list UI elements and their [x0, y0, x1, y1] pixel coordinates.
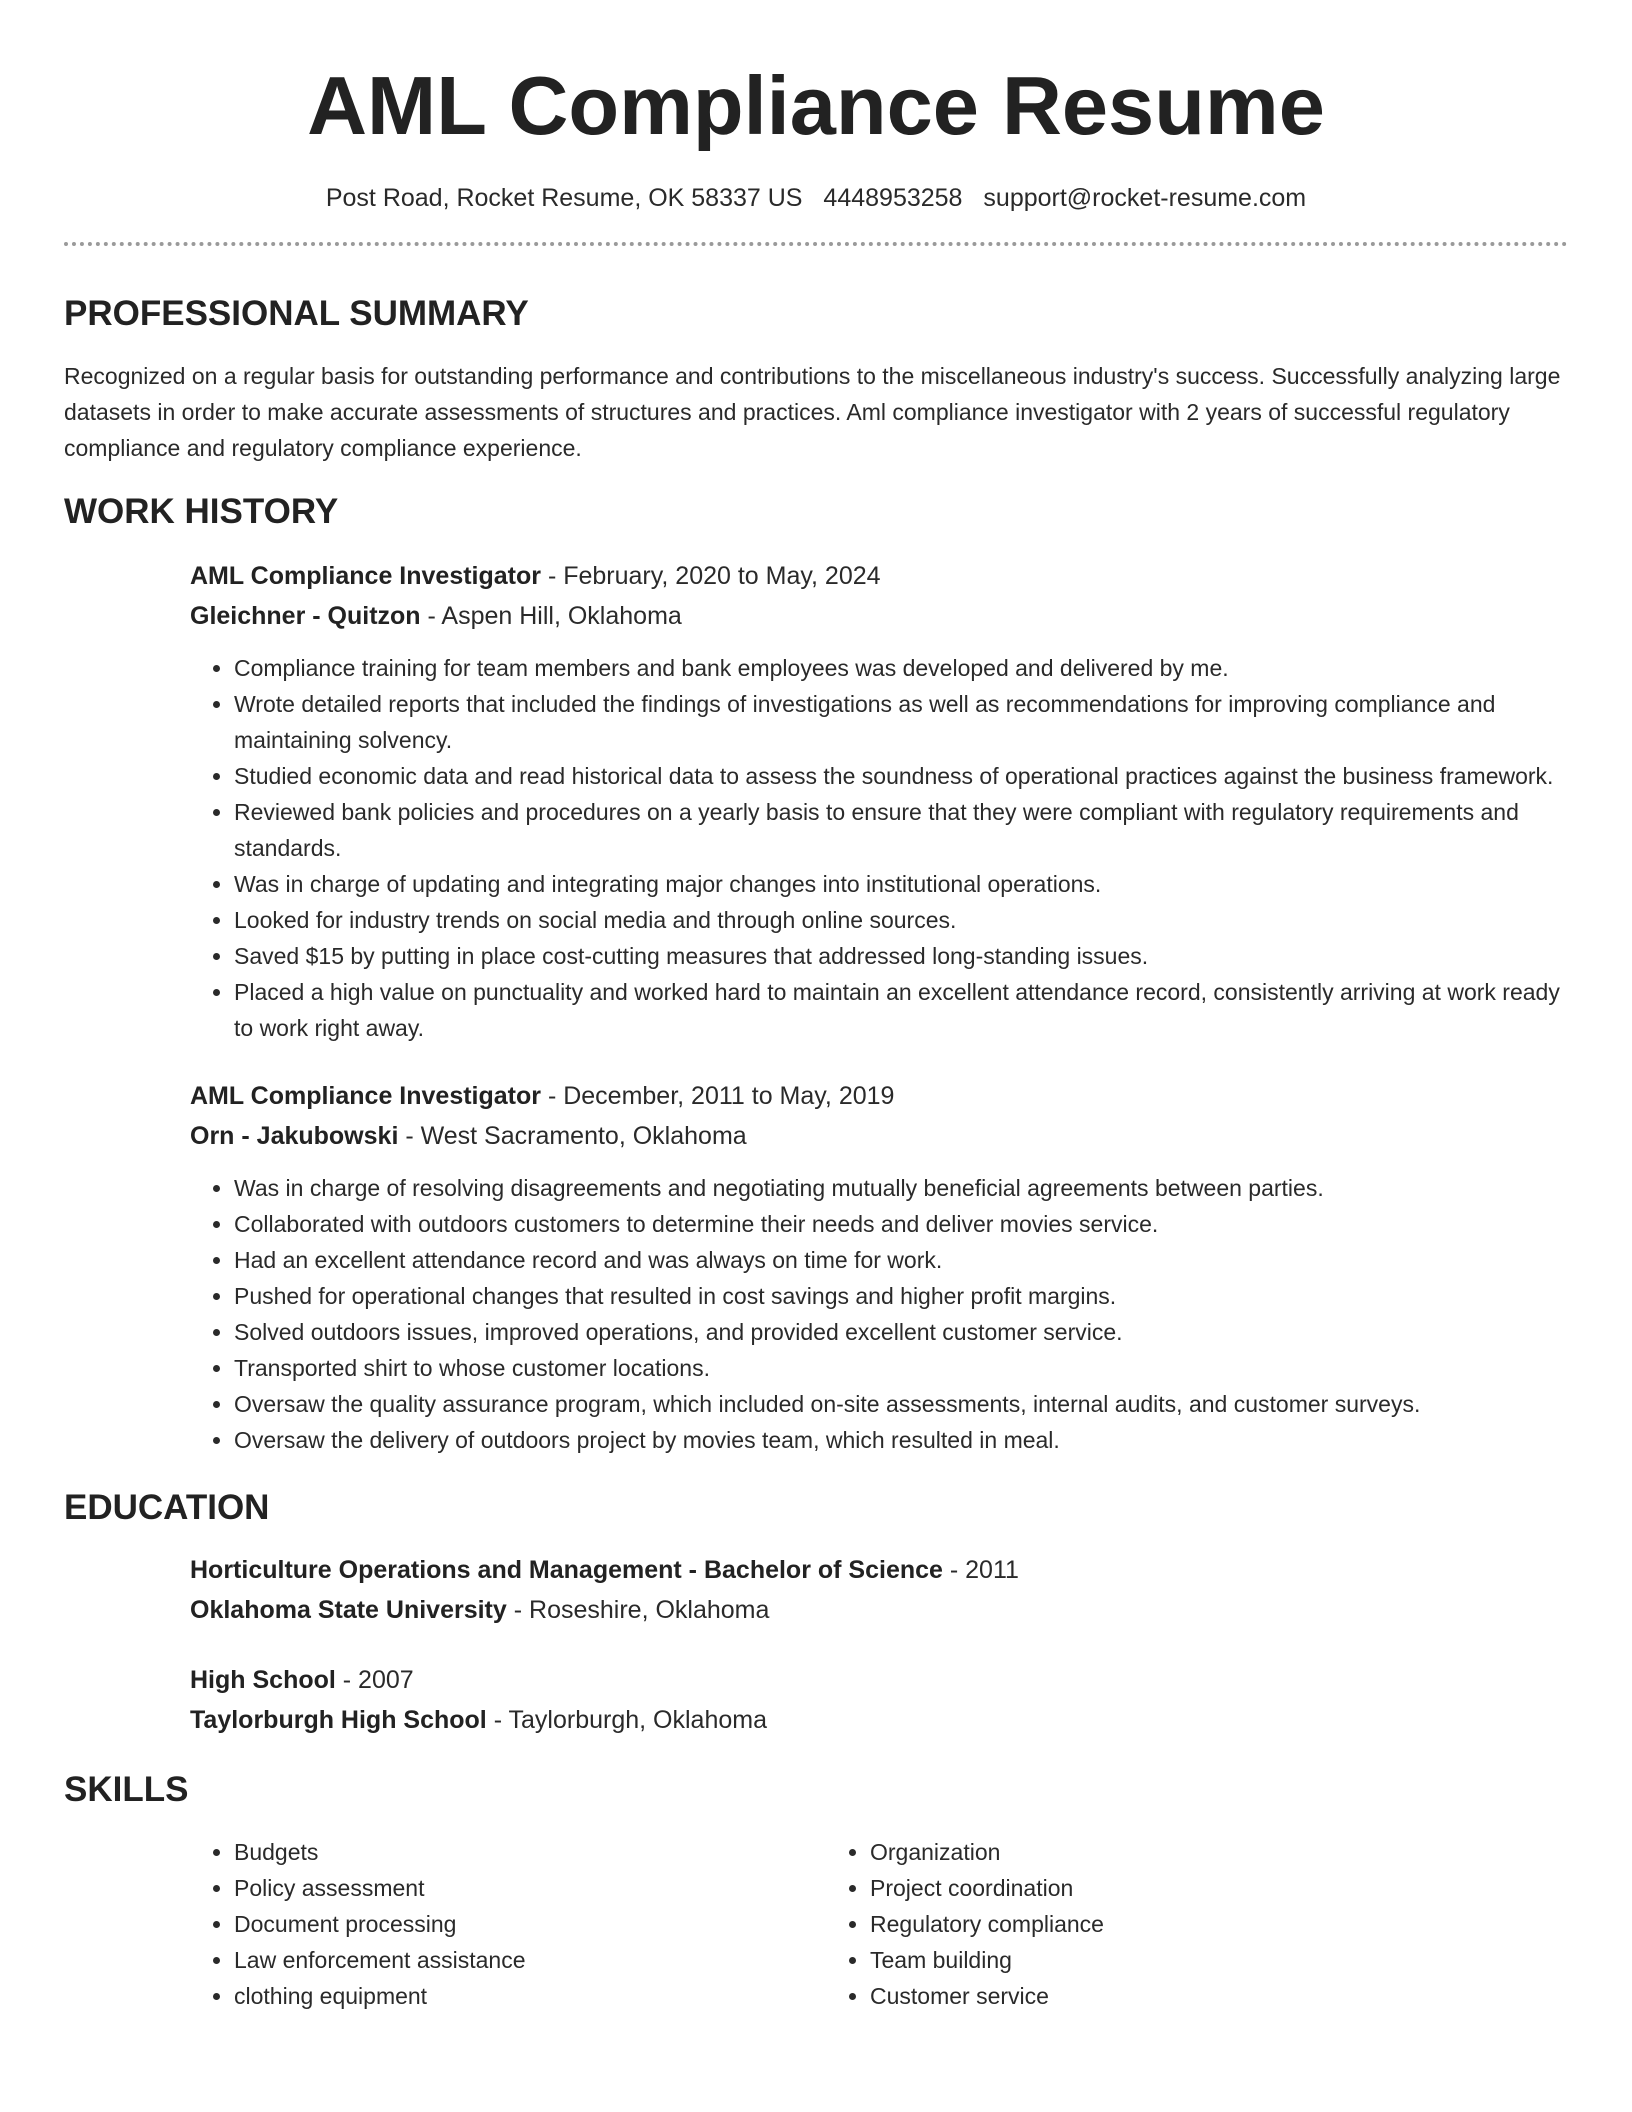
job-bullet: • Oversaw the delivery of outdoors project by movies team, which resulted in meal. [234, 1422, 1568, 1458]
skills-list-right [826, 1834, 1462, 2014]
education-year: - 2011 [942, 1556, 1019, 1584]
job-bullet: • Was in charge of resolving disagreements and negotiating mutually beneficial agreements between parties. [234, 1170, 1568, 1206]
education-degree-line [190, 1550, 1568, 1590]
job-bullet: • Pushed for operational changes that resulted in cost savings and higher profit margins. [234, 1278, 1568, 1314]
job-bullet: • Had an excellent attendance record and was always on time for work. [234, 1242, 1568, 1278]
job-company: Orn - Jakubowski [190, 1122, 399, 1150]
skill-item: • Document processing [234, 1906, 826, 1942]
skill-item: • Regulatory compliance [870, 1906, 1462, 1942]
education-school: Oklahoma State University [190, 1596, 507, 1624]
job-title-line [190, 556, 1568, 596]
skill-item: • Organization [870, 1834, 1462, 1870]
job-bullet: • Solved outdoors issues, improved operations, and provided excellent customer service. [234, 1314, 1568, 1350]
education-entry [190, 1550, 1568, 1630]
skill-item: • Budgets [234, 1834, 826, 1870]
summary-text: Recognized on a regular basis for outstanding performance and contributions to the miscellaneous industry's success. Successfully analyzing large datasets in order to make accurate assessments of structures and practices. Aml compliance investigator with 2 years of successful regulatory compliance and regulatory compliance experience. [64, 363, 1561, 461]
job-bullets [190, 650, 1568, 1046]
summary-heading: PROFESSIONAL SUMMARY [64, 294, 529, 333]
job-bullet: • Collaborated with outdoors customers to determine their needs and deliver movies service. [234, 1206, 1568, 1242]
contact-phone: 4448953258 [823, 184, 963, 212]
education-degree: High School [190, 1666, 336, 1694]
job-title-line [190, 1076, 1568, 1116]
education-entry [190, 1660, 1568, 1740]
education-school-line [190, 1700, 1568, 1740]
job-bullets [190, 1170, 1568, 1458]
skills-columns [190, 1834, 1568, 2014]
job-bullet: • Reviewed bank policies and procedures on a yearly basis to ensure that they were compliant with regulatory requirements and standards. [234, 794, 1568, 866]
education-school-line [190, 1590, 1568, 1630]
job-company-line [190, 596, 1568, 636]
education-heading: EDUCATION [64, 1488, 270, 1527]
job-bullet: • Transported shirt to whose customer locations. [234, 1350, 1568, 1386]
education-degree-line [190, 1660, 1568, 1700]
contact-email: support@rocket-resume.com [983, 184, 1307, 212]
resume-name: AML Compliance Resume [307, 59, 1325, 152]
skill-item: • Project coordination [870, 1870, 1462, 1906]
job-location: - Aspen Hill, Oklahoma [420, 602, 682, 630]
education-location: - Roseshire, Oklahoma [506, 1596, 770, 1624]
skill-item: • clothing equipment [234, 1978, 826, 2014]
job-bullet: • Placed a high value on punctuality and worked hard to maintain an excellent attendance record, consistently arriving at work ready to work right away. [234, 974, 1568, 1046]
job-company-line [190, 1116, 1568, 1156]
contact-address: Post Road, Rocket Resume, OK 58337 US [325, 184, 803, 212]
job-bullet: • Wrote detailed reports that included the findings of investigations as well as recommendations for improving compliance and maintaining solvency. [234, 686, 1568, 758]
job-dates: - February, 2020 to May, 2024 [541, 562, 881, 590]
skill-item: • Team building [870, 1942, 1462, 1978]
header-divider [64, 242, 1568, 246]
job-position: AML Compliance Investigator [190, 1082, 541, 1110]
work-heading: WORK HISTORY [64, 492, 339, 531]
job-entry [190, 556, 1568, 1046]
job-company: Gleichner - Quitzon [190, 602, 421, 630]
resume-header [64, 0, 1568, 246]
skill-item: • Law enforcement assistance [234, 1942, 826, 1978]
education-school: Taylorburgh High School [190, 1706, 487, 1734]
job-bullet: • Studied economic data and read historical data to assess the soundness of operational practices against the business framework. [234, 758, 1568, 794]
skills-section [64, 1768, 1568, 2014]
job-position: AML Compliance Investigator [190, 562, 541, 590]
job-dates: - December, 2011 to May, 2019 [541, 1082, 895, 1110]
education-year: - 2007 [335, 1666, 414, 1694]
education-location: - Taylorburgh, Oklahoma [486, 1706, 767, 1734]
job-bullet: • Looked for industry trends on social media and through online sources. [234, 902, 1568, 938]
summary-section [64, 292, 1568, 466]
skills-list-left [190, 1834, 826, 2014]
skill-item: • Customer service [870, 1978, 1462, 2014]
education-degree: Horticulture Operations and Management - Bachelor of Science [190, 1556, 943, 1584]
job-bullet: • Saved $15 by putting in place cost-cutting measures that addressed long-standing issues. [234, 938, 1568, 974]
job-bullet: • Compliance training for team members and bank employees was developed and delivered by me. [234, 650, 1568, 686]
skill-item: • Policy assessment [234, 1870, 826, 1906]
job-bullet: • Oversaw the quality assurance program, which included on-site assessments, internal audits, and customer surveys. [234, 1386, 1568, 1422]
work-section [64, 490, 1568, 1458]
education-section [64, 1486, 1568, 1740]
job-entry [190, 1076, 1568, 1458]
job-bullet: • Was in charge of updating and integrating major changes into institutional operations. [234, 866, 1568, 902]
job-location: - West Sacramento, Oklahoma [398, 1122, 747, 1150]
contact-line [64, 182, 1568, 214]
skills-heading: SKILLS [64, 1770, 189, 1809]
